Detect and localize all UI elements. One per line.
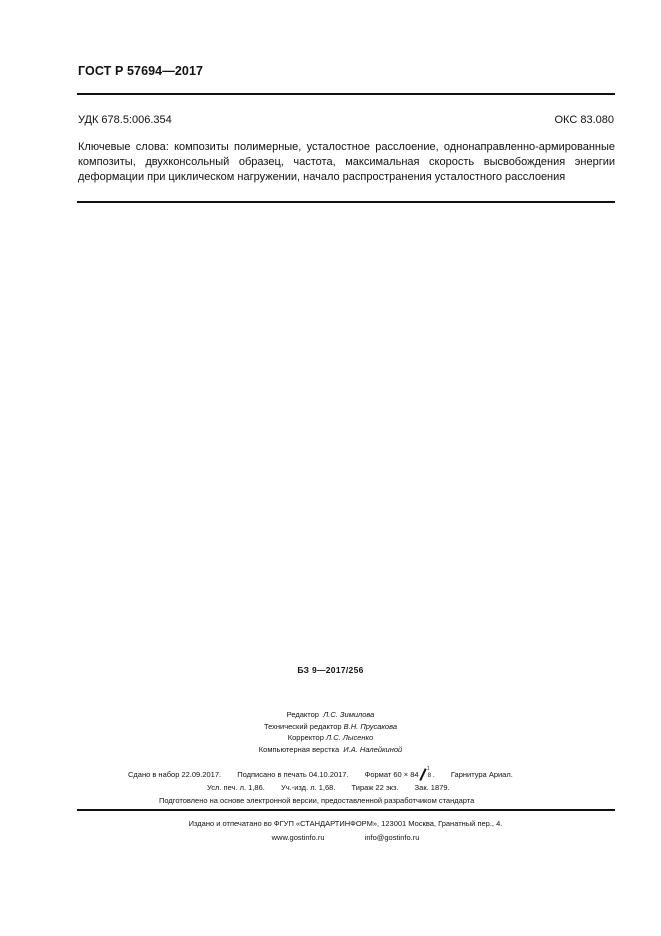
staff-tech-editor: Технический редактор В.Н. Прусакова [263,721,398,731]
imprint-line-1: Сдано в набор 22.09.2017. Подписано в печать 04.10.2017. Формат 60 × 84 1 8 . Гарнитура Ариал. [128,766,513,779]
document-code: ГОСТ Р 57694—2017 [78,64,204,78]
imprint-line-3: Подготовлено на основе электронной версии, предоставленной разработчиком стандарта [159,796,475,805]
imprint-divider [77,809,615,811]
bz-number: БЗ 9—2017/256 [297,665,364,675]
keywords-divider [77,201,615,203]
staff-list [0,709,661,755]
publisher-block [0,817,661,844]
format-fraction: 1 8 [421,768,433,780]
publisher-line: Издано и отпечатано во ФГУП «СТАНДАРТИНФОРМ», 123001 Москва, Гранатный пер., 4. [188,819,503,828]
header-divider [77,93,615,95]
imprint-line-2: Усл. печ. л. 1,86. Уч.-изд. л. 1,68. Тираж 22 экз. Зак. 1879. [207,783,450,792]
publisher-email[interactable]: info@gostinfo.ru [364,832,420,842]
publisher-contacts [0,831,661,845]
staff-editor: Редактор Л.С. Зимилова [286,710,375,719]
publisher-website[interactable]: www.gostinfo.ru [271,832,325,842]
oks-code: ОКС 83.080 [554,114,614,126]
keywords-paragraph: Ключевые слова: композиты полимерные, усталостное расслоение, однонаправленно-армированные композиты, двухконсольный образец, частота, максимальная скорость высвобождения энергии деформации при циклическом нагружении, начало распространения усталостного расслоения [78,141,615,184]
staff-corrector: Корректор Л.С. Лысенко [287,733,374,742]
udk-code: УДК 678.5:006.354 [78,114,172,126]
staff-layout: Компьютерная верстка И.А. Налейкиной [258,744,403,754]
